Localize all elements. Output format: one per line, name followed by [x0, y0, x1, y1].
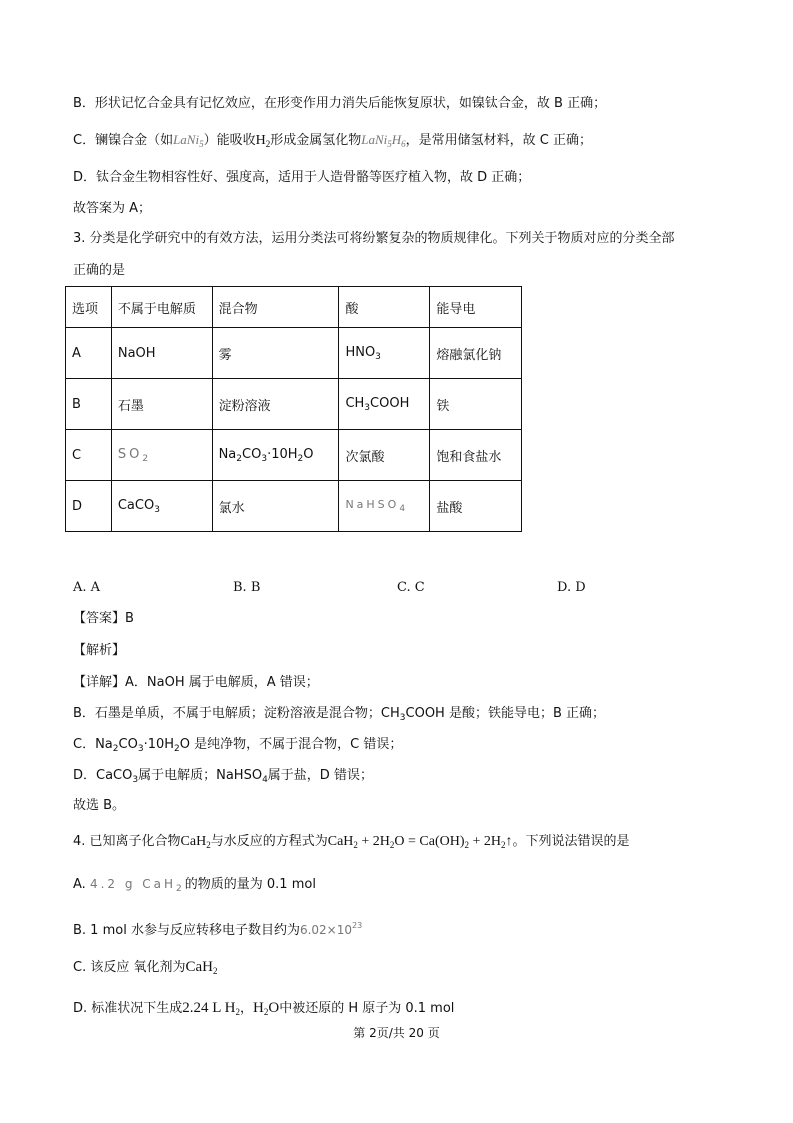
formula-lani5: LaNi$_5$: [173, 132, 204, 149]
table-cell: NaOH: [111, 328, 212, 379]
detail-line-d: D．CaCO$_3$属于电解质；NaHSO$_4$属于盐，D 错误；: [73, 768, 373, 785]
table-cell: 次氯酸: [339, 430, 430, 481]
table-cell: $HNO_3$: [339, 328, 430, 379]
question-4-option-a[interactable]: A. 4.2 g CaH$_2$的物质的量为 0.1 mol: [73, 877, 316, 894]
table-cell: 熔融氯化钠: [430, 328, 522, 379]
table-cell: 铁: [430, 379, 522, 430]
question-4-option-c[interactable]: C. 该反应 氧化剂为CaH$_2$: [73, 959, 218, 976]
formula-cah2: CaH$_2$: [180, 834, 211, 850]
reaction-equation: $CaH_2 + 2H_2O = Ca(OH)_2$ + $2H_2↑$: [327, 834, 513, 850]
option-a[interactable]: A. A: [73, 580, 101, 595]
formula-lani5h6: $LaNi_5H_6$: [361, 132, 406, 149]
table-header-cell: 酸: [339, 287, 430, 328]
option-c[interactable]: C. C: [397, 580, 425, 595]
option-b[interactable]: B. B: [233, 580, 261, 595]
table-row: [66, 430, 522, 481]
table-header-cell: 能导电: [430, 287, 522, 328]
line-option-d-explanation: D．钛合金生物相容性好、强度高，适用于人造骨骼等医疗植入物，故 D 正确；: [73, 170, 531, 185]
table-cell: CaCO$_3$: [111, 481, 212, 532]
table-cell: 盐酸: [430, 481, 522, 532]
table-cell: D: [66, 481, 112, 532]
question-4-option-b[interactable]: B. 1 mol 水参与反应转移电子数目约为$6.02\times 10^{23}$: [73, 921, 363, 938]
question-3-stem-cont: 正确的是: [73, 263, 126, 278]
question-3-options: [73, 579, 723, 597]
question-4-option-d[interactable]: D. 标准状况下生成2.24 L $H_2$，$H_2O$中被还原的 H 原子为 0.1 mol: [73, 1000, 455, 1017]
table-header-cell: 不属于电解质: [111, 287, 212, 328]
table-cell: 淀粉溶液: [212, 379, 339, 430]
table-header-cell: 选项: [66, 287, 112, 328]
table-cell: 雾: [212, 328, 339, 379]
formula-h2: $H_2$: [255, 133, 271, 149]
table-cell: 饱和食盐水: [430, 430, 522, 481]
table-header-cell: 混合物: [212, 287, 339, 328]
table-row: [66, 379, 522, 430]
table-cell: 氯水: [212, 481, 339, 532]
line-option-c-explanation: C．镧镍合金（如LaNi$_5$）能吸收$H_2$形成金属氢化物$LaNi_5H_6$，是常用储氢材料，故 C 正确；: [73, 132, 592, 149]
classification-table: [65, 286, 522, 532]
table-row: [66, 481, 522, 532]
table-cell: A: [66, 328, 112, 379]
question-4-stem: 4. 已知离子化合物CaH$_2$与水反应的方程式为$CaH_2 + 2H_2O = Ca(OH)_2$ + $2H_2↑$。下列说法错误的是: [73, 834, 630, 850]
question-3-stem: 3. 分类是化学研究中的有效方法，运用分类法可将纷繁复杂的物质规律化。下列关于物质对应的分类全部: [73, 231, 675, 246]
answer-label: 【答案】B: [73, 611, 134, 626]
detail-line-a: 【详解】A．NaOH 属于电解质，A 错误；: [73, 675, 319, 690]
table-cell: $CH_3COOH$: [339, 379, 430, 430]
table-cell: 石墨: [111, 379, 212, 430]
table-cell: $SO_2$: [111, 430, 212, 481]
line-option-b-explanation: B．形状记忆合金具有记忆效应，在形变作用力消失后能恢复原状，如镍钛合金，故 B 正确；: [73, 96, 607, 111]
table-cell: $Na_2CO_3\cdot 10H_2O$: [212, 430, 339, 481]
analysis-label: 【解析】: [73, 643, 126, 658]
table-header-row: [66, 287, 522, 328]
table-cell: NaHSO$_4$: [339, 481, 430, 532]
table-cell: B: [66, 379, 112, 430]
table-cell: C: [66, 430, 112, 481]
detail-line-b: B．石墨是单质，不属于电解质；淀粉溶液是混合物；$CH_3COOH$ 是酸；铁能导电；B 正确；: [73, 706, 606, 723]
option-d[interactable]: D. D: [557, 580, 586, 595]
detail-line-c: C．$Na_2CO_3\cdot 10H_2O$ 是纯净物，不属于混合物，C 错误；: [73, 737, 403, 754]
page-footer: 第 2页/共 20 页: [353, 1026, 440, 1040]
detail-conclusion: 故选 B。: [73, 798, 126, 813]
table-row: [66, 328, 522, 379]
line-answer-a: 故答案为 A；: [73, 201, 152, 216]
